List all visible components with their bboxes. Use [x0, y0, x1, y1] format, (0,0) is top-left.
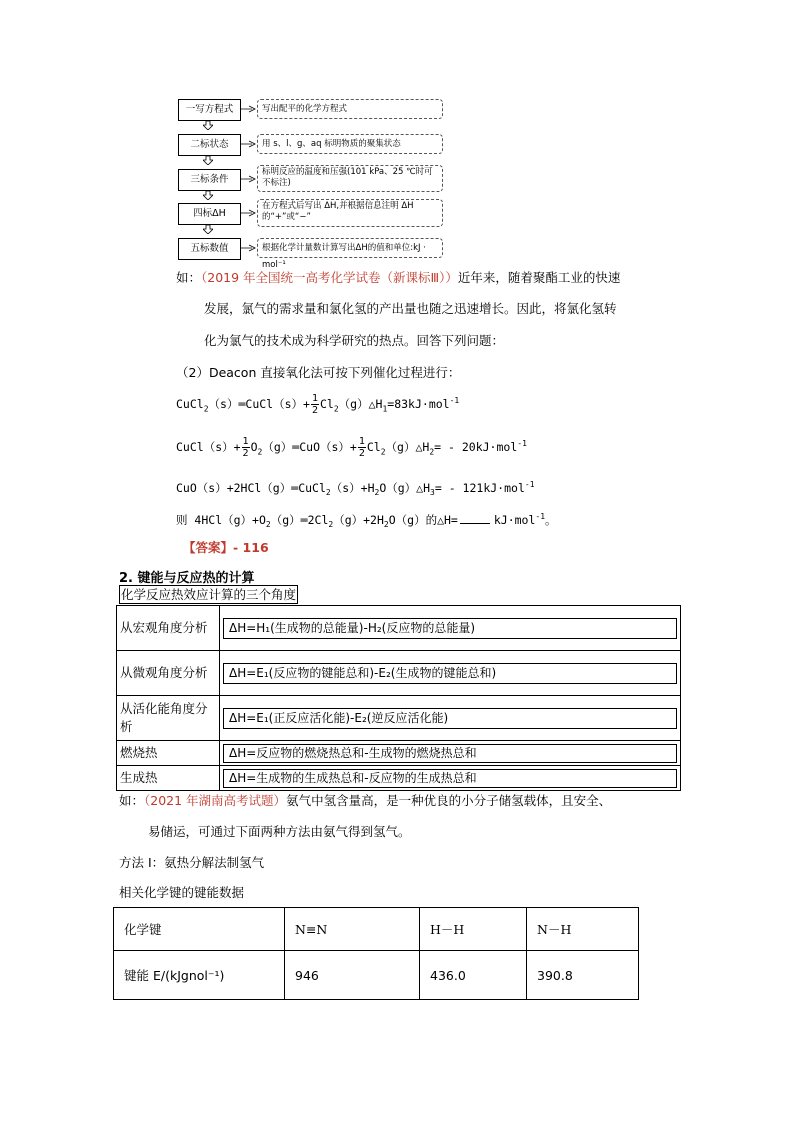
arrow-right-icon — [240, 209, 257, 217]
eq-sub: 1 — [382, 404, 388, 414]
equation-3 — [176, 478, 535, 500]
eq-text: （g） — [270, 512, 301, 527]
eq-text: CuO（s）+ — [299, 440, 357, 454]
table-row — [114, 951, 639, 1000]
flowchart-desc-4: 在方程式后写出 ΔH,并根据信息注明 ΔH 的“+”或“−” — [257, 199, 443, 227]
angle-label: 生成热 — [117, 766, 220, 791]
example2-table-caption: 相关化学键的键能数据 — [119, 885, 245, 900]
table-row — [114, 908, 639, 951]
bond-header: H－H — [420, 908, 527, 951]
eq-sup: -1 — [517, 439, 527, 449]
arrow-right-icon — [240, 105, 257, 113]
eq-sub: 2 — [325, 488, 331, 498]
eq-sub: 2 — [374, 488, 380, 498]
flowchart-desc-3: 标明反应的温度和压强(101 kPa、25 ℃时可不标注) — [257, 165, 443, 192]
angle-label: 从微观角度分析 — [117, 651, 220, 696]
example2-line2: 易储运，可通过下面两种方法由氨气得到氢气。 — [148, 824, 411, 839]
eq-sub: 2 — [380, 447, 386, 457]
eq-text: Cl — [366, 440, 381, 454]
bond-value: 390.8 — [527, 951, 639, 1000]
bond-header: N－H — [527, 908, 639, 951]
example2-line1 — [119, 794, 611, 808]
eq-text: Cl — [319, 397, 334, 411]
equation-2 — [176, 436, 527, 459]
bond-energy-table — [113, 907, 639, 1000]
eq-text: = - 121kJ·mol — [434, 480, 525, 495]
example1-line3: 化为氯气的技术成为科学研究的热点。回答下列问题： — [204, 333, 505, 348]
eq-text: CuO（s）+2HCl（g） — [176, 480, 292, 495]
frac-den: 2 — [311, 405, 318, 416]
eq-text: 则 4HCl（g）+O — [176, 512, 266, 527]
frac-num: 1 — [242, 436, 249, 447]
table-row — [117, 606, 681, 651]
eq-text: 2Cl — [307, 512, 329, 527]
flowchart-step-4: 四标ΔH — [178, 203, 241, 225]
angle-cell — [220, 766, 681, 791]
equation-1 — [176, 393, 459, 416]
example2-source: （2021 年湖南高考试题） — [144, 793, 287, 808]
answer-label: 【答案】 — [183, 540, 234, 555]
eq-text: CuCl（s）+ — [176, 440, 241, 454]
arrow-right-icon — [240, 244, 257, 252]
example1-line2: 发展，氯气的需求量和氯化氢的产出量也随之迅速增长。因此，将氯化氢转 — [204, 301, 617, 316]
flowchart-step-1: 一写方程式 — [178, 99, 241, 121]
eq-text: =83kJ·mol — [387, 397, 450, 411]
eq-text: （g）△H — [338, 397, 383, 411]
arrow-right-icon — [240, 140, 257, 148]
angle-label: 燃烧热 — [117, 741, 220, 766]
eq-text: （g） — [262, 440, 293, 454]
eq-sub: 2 — [257, 447, 263, 457]
flowchart-step-3: 三标条件 — [178, 169, 241, 191]
eq-text: （g）+2H — [333, 512, 384, 527]
eq-text: CuCl — [176, 397, 204, 411]
eq-text: = - 20kJ·mol — [434, 440, 518, 454]
example1-question: （2）Deacon 直接氧化法可按下列催化过程进行： — [176, 365, 461, 380]
answer-value: - 116 — [233, 540, 269, 555]
eq-sub: 2 — [328, 520, 334, 530]
eq-sub: 2 — [265, 520, 271, 530]
eq-sup: -1 — [535, 512, 546, 521]
angle-formula: ΔH=H₁(生成物的总能量)-H₂(反应物的总能量) — [223, 618, 677, 639]
eq-text: CuCl — [298, 480, 326, 495]
flowchart-desc-1: 写出配平的化学方程式 — [257, 99, 443, 119]
arrow-right-icon — [240, 175, 257, 183]
angle-label: 从宏观角度分析 — [117, 606, 220, 651]
section-heading: 2. 键能与反应热的计算 — [119, 571, 255, 586]
angle-formula: ΔH=生成物的生成热总和-反应物的生成热总和 — [223, 769, 677, 788]
table-row — [117, 696, 681, 741]
eq-sup: -1 — [449, 396, 460, 406]
equation-4 — [176, 510, 557, 532]
table-row — [117, 766, 681, 791]
eq-sub: 2 — [383, 520, 389, 530]
frac-den: 2 — [358, 448, 365, 459]
angle-table — [116, 605, 681, 791]
example2-method: 方法 I：氨热分解法制氢气 — [119, 855, 265, 870]
answer-blank — [460, 513, 490, 524]
bond-header: 化学键 — [114, 908, 285, 951]
fraction-half — [311, 393, 319, 416]
frac-den: 2 — [242, 448, 249, 459]
fraction-half — [358, 436, 366, 459]
angle-cell — [220, 651, 681, 696]
eq-sub: 2 — [429, 447, 435, 457]
eq-sup: -1 — [524, 480, 535, 489]
arrow-down-icon — [203, 156, 213, 165]
flowchart-desc-5: 根据化学计量数计算写出ΔH的值和单位:kJ · mol⁻¹ — [257, 238, 443, 258]
table-row — [117, 741, 681, 766]
eq-sub: 2 — [333, 404, 339, 414]
eq-text: O（g）的△H= — [388, 512, 458, 527]
eq-text: （g）△H — [385, 440, 430, 454]
angle-cell — [220, 606, 681, 651]
angle-formula: ΔH=E₁(正反应活化能)-E₂(逆反应活化能) — [223, 708, 677, 729]
bond-row-label: 键能 E/(kJgnol⁻¹) — [114, 951, 285, 1000]
angle-cell — [220, 696, 681, 741]
flowchart-desc-2: 用 s、l、g、aq 标明物质的聚集状态 — [257, 134, 443, 154]
bond-header: N≡N — [285, 908, 420, 951]
flowchart-step-2: 二标状态 — [178, 134, 241, 156]
eq-text: （s） — [208, 397, 239, 411]
example1-source: （2019 年全国统一高考化学试卷（新课标Ⅲ）） — [201, 270, 458, 285]
example1-line1 — [176, 271, 620, 285]
eq-text: kJ·mol — [493, 512, 536, 527]
table-row — [117, 651, 681, 696]
equals-bar-icon: ═ — [238, 397, 246, 411]
arrow-down-icon — [203, 191, 213, 200]
eq-text: CuCl（s）+ — [245, 397, 310, 411]
equals-bar-icon: ═ — [291, 480, 299, 495]
angle-cell — [220, 741, 681, 766]
table-title: 化学反应热效应计算的三个角度 — [121, 587, 297, 602]
example1-line1-text: 近年来，随着聚酯工业的快速 — [457, 270, 621, 285]
example-prefix: 如： — [176, 270, 202, 285]
angle-label: 从活化能角度分析 — [117, 696, 220, 741]
angle-formula: ΔH=反应物的燃烧热总和-生成物的燃烧热总和 — [223, 744, 677, 763]
equals-bar-icon: ═ — [292, 440, 300, 454]
angle-formula: ΔH=E₁(反应物的键能总和)-E₂(生成物的键能总和) — [223, 663, 677, 684]
eq-text: 。 — [545, 512, 557, 527]
frac-num: 1 — [311, 393, 318, 404]
eq-sub: 2 — [203, 404, 209, 414]
bond-value: 946 — [285, 951, 420, 1000]
example2-line1-text: 氨气中氢含量高，是一种优良的小分子储氢载体，且安全、 — [286, 793, 612, 808]
eq-text: O — [250, 440, 258, 454]
fraction-half — [242, 436, 250, 459]
eq-sub: 3 — [430, 488, 435, 498]
flowchart-step-5: 五标数值 — [178, 238, 241, 260]
frac-num: 1 — [358, 436, 365, 447]
answer — [183, 541, 269, 555]
arrow-down-icon — [203, 121, 213, 130]
equals-bar-icon: ═ — [300, 512, 308, 527]
eq-text: （s）+H — [330, 480, 375, 495]
example-prefix: 如： — [119, 793, 145, 808]
eq-text: O（g）△H — [379, 480, 431, 495]
bond-value: 436.0 — [420, 951, 527, 1000]
arrow-down-icon — [203, 225, 213, 234]
